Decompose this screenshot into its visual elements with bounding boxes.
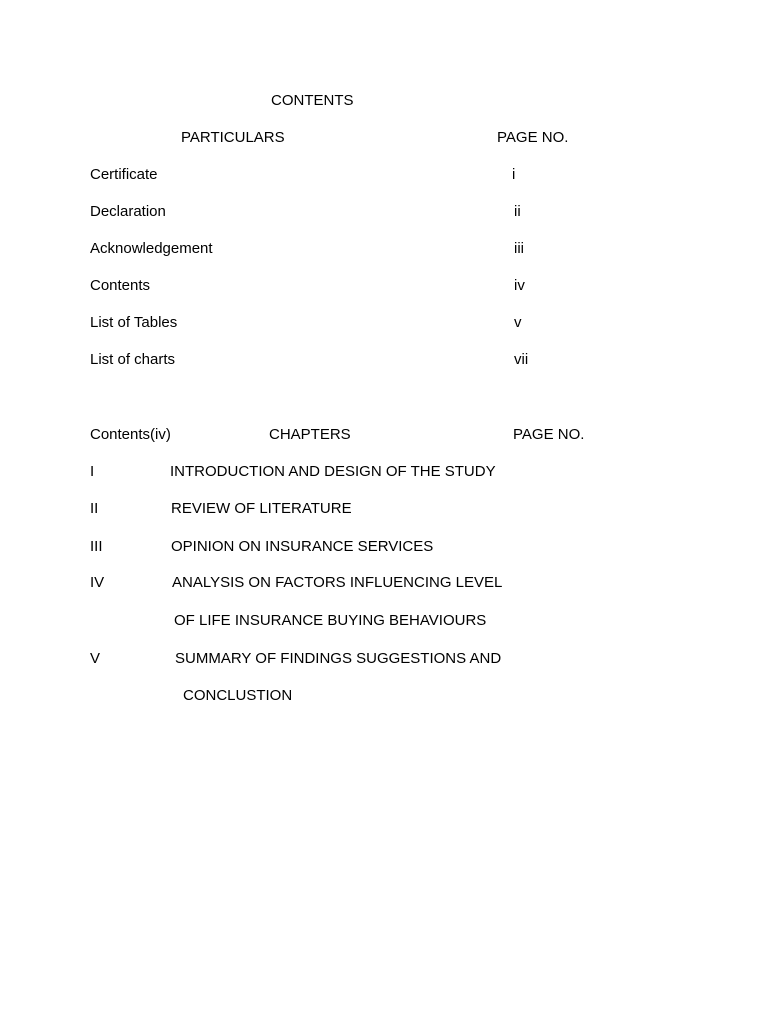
chapter-title: REVIEW OF LITERATURE [171, 500, 352, 517]
prelim-page: vii [514, 351, 529, 368]
prelim-label: Contents [90, 277, 151, 294]
chapter-title: ANALYSIS ON FACTORS INFLUENCING LEVEL [172, 574, 503, 591]
chapter-number: I [90, 463, 95, 480]
prelim-label: Certificate [90, 166, 158, 183]
prelim-label: List of charts [90, 351, 176, 368]
chapter-number: V [90, 650, 101, 667]
prelim-label: Acknowledgement [90, 240, 213, 257]
chapters-contents-header: Contents(iv) [90, 426, 171, 443]
particulars-header: PARTICULARS [181, 129, 285, 146]
page-no-header: PAGE NO. [497, 129, 569, 146]
chapters-header: CHAPTERS [269, 426, 351, 443]
chapter-title: SUMMARY OF FINDINGS SUGGESTIONS AND [175, 650, 502, 667]
chapter-number: IV [90, 574, 105, 591]
chapters-page-no-header: PAGE NO. [513, 426, 585, 443]
prelim-page: i [512, 166, 516, 183]
prelim-page: ii [514, 203, 521, 220]
chapter-number: III [90, 538, 103, 555]
chapter-title: INTRODUCTION AND DESIGN OF THE STUDY [170, 463, 496, 480]
chapter-number: II [90, 500, 99, 517]
page-title: CONTENTS [271, 92, 354, 109]
prelim-page: v [514, 314, 522, 331]
chapter-title-continued: OF LIFE INSURANCE BUYING BEHAVIOURS [174, 612, 487, 629]
chapter-title-continued: CONCLUSTION [183, 687, 293, 704]
chapter-title: OPINION ON INSURANCE SERVICES [171, 538, 434, 555]
prelim-label: List of Tables [90, 314, 178, 331]
prelim-label: Declaration [90, 203, 166, 220]
prelim-page: iv [514, 277, 525, 294]
prelim-page: iii [514, 240, 524, 257]
